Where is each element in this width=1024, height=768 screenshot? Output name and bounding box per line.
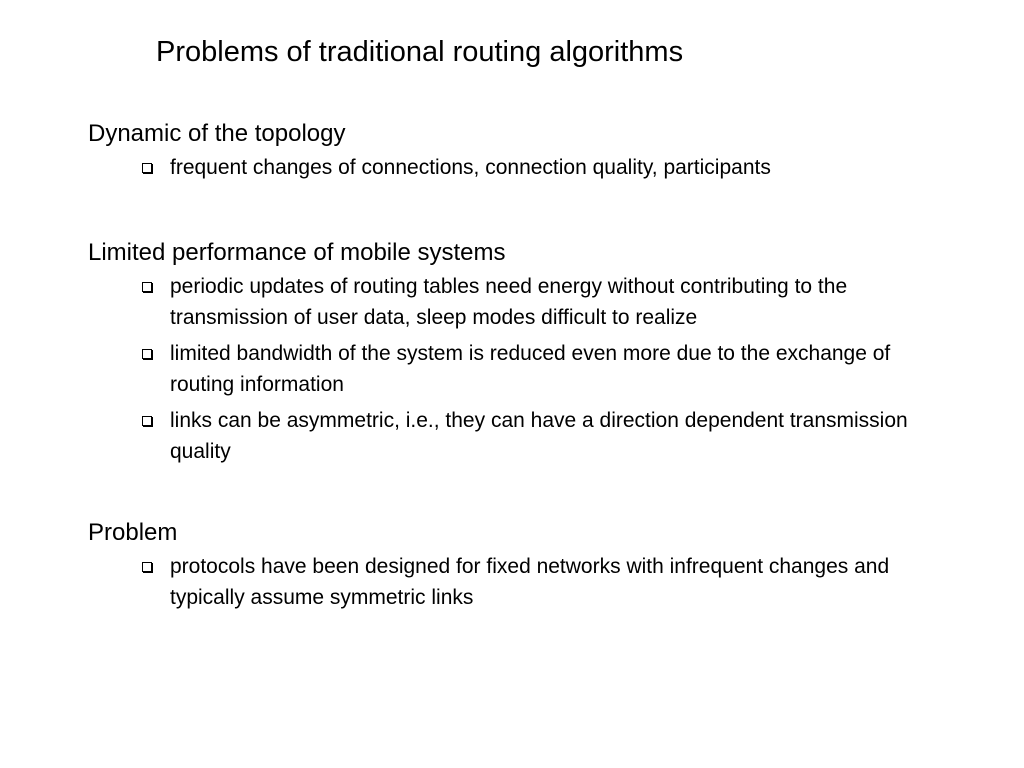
bullet-text: limited bandwidth of the system is reduced even more due to the exchange of routing information	[170, 342, 891, 396]
bullet-item	[88, 152, 940, 183]
bullet-text: protocols have been designed for fixed networks with infrequent changes and typically assume symmetric links	[170, 555, 890, 609]
hollow-square-bullet-icon	[142, 562, 152, 572]
hollow-square-bullet-icon	[142, 163, 152, 173]
bullet-item	[88, 271, 940, 333]
section-dynamic-topology	[88, 118, 968, 188]
bullet-list	[88, 271, 968, 467]
bullet-item	[88, 551, 940, 613]
bullet-text: frequent changes of connections, connection quality, participants	[170, 156, 771, 179]
section-heading: Problem	[88, 519, 178, 546]
hollow-square-bullet-icon	[142, 282, 152, 292]
bullet-item	[88, 338, 940, 400]
section-heading: Limited performance of mobile systems	[88, 239, 506, 266]
bullet-list	[88, 551, 968, 613]
bullet-list	[88, 152, 968, 183]
section-problem	[88, 517, 968, 618]
slide-title: Problems of traditional routing algorithms	[156, 36, 684, 68]
section-limited-performance	[88, 237, 968, 472]
bullet-text: periodic updates of routing tables need energy without contributing to the transmission of user data, sleep modes difficult to realize	[170, 275, 848, 329]
hollow-square-bullet-icon	[142, 416, 152, 426]
bullet-text: links can be asymmetric, i.e., they can have a direction dependent transmission quality	[170, 409, 908, 463]
section-heading: Dynamic of the topology	[88, 120, 346, 147]
bullet-item	[88, 405, 940, 467]
hollow-square-bullet-icon	[142, 349, 152, 359]
